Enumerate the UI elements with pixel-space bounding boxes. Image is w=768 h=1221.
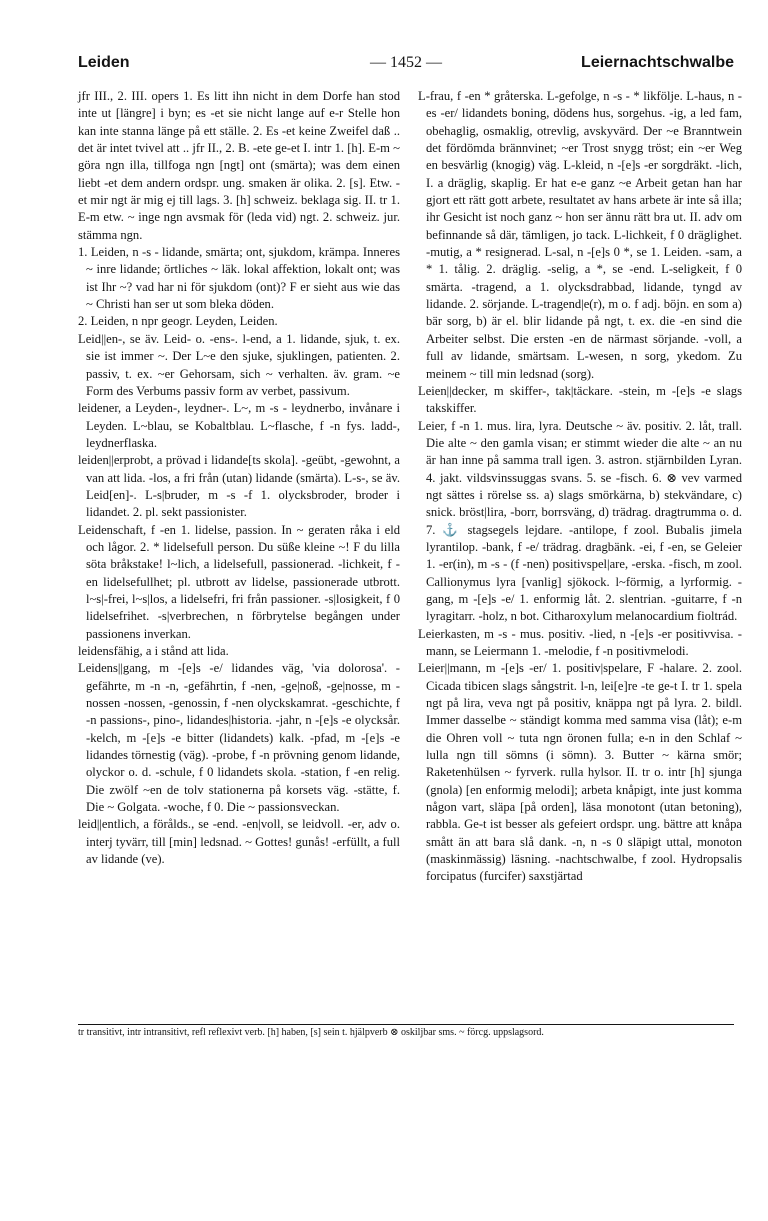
right-headword: Leiernachtschwalbe (581, 54, 734, 71)
page-number: — 1452 — (370, 54, 442, 71)
entry-paragraph: Leierkasten, m -s - mus. positiv. -lied, n -[e]s -er positivvisa. -mann, se Leiermann 1. -melodie, f -n positivmelodi. (418, 626, 742, 658)
left-headword: Leiden (78, 54, 130, 71)
entry-paragraph: Leien||decker, m skiffer-, tak|täckare. -stein, m -[e]s -e slags takskiffer. (418, 383, 742, 416)
page-header (78, 54, 734, 78)
right-column (418, 88, 742, 886)
abbreviation-legend: tr transitivt, intr intransitivt, refl reflexivt verb. [h] haben, [s] sein t. hjälpverb ⊗ oskiljbar sms. ~ förcg. uppslagsord. (78, 1024, 734, 1038)
entry-paragraph: Leidens||gang, m -[e]s -e/ lidandes väg, 'via dolorosa'. -gefährte, m -n -n, -gefährtin, f -nen, -ge|noß, -ge|nosse, m -nossen -nossen, -genossin, f -nen olyckskamrat. -geschichte, f -n passions-, pino-, lidandes|historia. -jahr, n -[e]s -e olycksår. -kelch, m -[e]s -e bitter (lidandets) kalk. -pfad, m -[e]s -e lidandes törnestig (väg). -probe, f -n prövning genom lidande, olyckor o. d. -schule, f 0 lidandets skola. -station, f -en relig. Die zwölf ~en de tolv stationerna på korsets väg. -stätte, f. Die ~ Golgata. -woche, f 0. Die ~ passionsveckan. (78, 661, 400, 815)
entry-paragraph: leidensfähig, a i stånd att lida. (78, 644, 229, 658)
entry-paragraph: Leidenschaft, f -en 1. lidelse, passion. In ~ geraten råka i eld och lågor. 2. * lidelsefull person. Du süße kleine ~! F du lilla söta bråkstake! l~lich, a lidelsefull, passionerad. -lichkeit, f -en lidelsefullhet; pl. utbrott av lidelse, passionerade utbrott. l~s|-frei, l~s|los, a lidelsefri, fri från passioner. -s|losigkeit, f 0 lidelsefrihet. -s|verbrechen, n förbrytelse begången under passionens inverkan. (78, 522, 400, 641)
entry-paragraph: 2. Leiden, n npr geogr. Leyden, Leiden. (78, 314, 278, 329)
entry-paragraph: L-frau, f -en * gråterska. L-gefolge, n -s - * likfölje. L-haus, n -es -er/ lidandets boning, dödens hus, sorgehus. -ig, a led fam, obehaglig, osmaklig, otrevlig, avskyvärd. Der ~e Branntwein det fördömda brännvinet; ~er Trost snygg tröst; ein ~er Weg en besvärlig (knogig) väg. L-kleid, n -[e]s -er sorgdräkt. -lich, I. a dräglig, skaplig. Er hat e-e ganz ~e Arbeit getan han har gjort ett rätt gott arbete, resultatet av hans arbete är inte så illa; ihr Gesicht ist noch ganz ~ hon ser ännu rätt bra ut. II. adv om befinnande så där, tämligen, jo tack. L-lichkeit, f 0 dräglighet. -mutig, a * resignerad. L-sal, n -[e]s 0 *, se 1. Leiden. -sam, a * 1. tålig. 2. dräglig. -selig, a *, se -end. L-seligkeit, f 0 smärta. -tragend, a 1. olycksdrabbad, lidande, tyngd av lidande. 2. sörjande. L-tragend|e(r), m o. f adj. böjn. en som a) bär sorg, b) är el. blir lidande på ngt, t. ex. die -en sind die Arbeiter selbst. Die ersten -en de närmast sörjande. -voll, a full av lidande, smärtsam. L-wesen, n sorg, ykedom. Zu meinem ~ till min ledsnad (sorg). (418, 89, 742, 381)
entry-paragraph: 1. Leiden, n -s - lidande, smärta; ont, sjukdom, krämpa. Inneres ~ inre lidande; örtliches ~ läk. lokal affektion, lokalt ont; was ist Ihr ~? vad har ni för sjukdom (ont)? F er sieht aus wie das ~ Christi han ser ut som bleka döden. (78, 245, 400, 312)
entry-paragraph: Leier, f -n 1. mus. lira, lyra. Deutsche ~ äv. positiv. 2. låt, trall. Die alte ~ den gamla visan; er stimmt wieder die alte ~ an nu är han inne på samma trall igen. 3. astron. stjärnbilden Lyran. 4. jakt. vildsvinssuggas svans. 5. se -fisch. 6. ⊗ vev varmed ngt sättes i rörelse ss. a) slags smörkärna, b) stekvändare, c) snick. bröst|lira, -borr, borrsväng, d) trädrag. dragtrumma o. d. 7. ⚓ stagsegels lejdare. -antilope, f zool. Bubalis jimela lyrantilop. -bank, f -e/ trädrag. dragbänk. -ei, f -en, se Geleier 1. -er(in), m -s - (f -nen) positivspel|are, -erska. -fisch, m zool. Callionymus lyra [vanlig] sjökock. l~förmig, a lyrformig. -gang, m -[e]s -e/ 1. enformig låt. 2. slentrian. -guitarre, f -n lyragitarr. -holz, n bot. Citharoxylum melanocardium fioltrád. (418, 418, 742, 624)
entry-paragraph: Leier||mann, m -[e]s -er/ 1. positiv|spelare, F -halare. 2. zool. Cicada tibicen slags sångstrit. l-n, lei[e]re -te ge-t I. tr 1. spela ngt på lira, veva ngt på positiv, knäppa ngt på lyra. 2. bildl. Immer dasselbe ~ ständigt komma med samma visa (låt); e-m die Ohren voll ~ tuta ngn öronen fulla; e-n in den Schlaf ~ lulla ngn till sömns (i sömn). 3. Butter ~ kärna smör; Raketenhülsen ~ fyrverk. rulla hylsor. II. tr o. intr [h] sjunga (gnola) [en enformig melodi]; arbeta knåpigt, inte just komma någon vart, släpa [på orden], läsa monotont (utan betoning), rabbla. Ge-t ist besser als gefeiert ordspr. ung. bättre att knåpa smått än att bara slå dank. -n, n -s 0 släpigt uttal, monoton (maskinmässig) läsning. -nachtschwalbe, f zool. Hydropsalis forcipatus (furcifer) saxstjärtad (418, 661, 742, 884)
entry-paragraph: jfr III., 2. III. opers 1. Es litt ihn nicht in dem Dorfe han stod inte ut [längre] i byn; es -et sie nicht lange auf e-r Stelle hon kan inte stanna länge på ett ställe. 2. Es -et keine Zweifel daß .. det är intet tvivel att .. jfr II., 2. B. -ete ge-et I. intr 1. [h]. E-m ~ göra ngn illa, tillfoga ngn [ngt] ont (smärta); was dem einen liebt -et dem andern ordspr. ung. smaken är olika. 2. [s]. Etw. -et mir ngt är mig ej till lags. 3. [h] schweiz. beklaga sig. II. tr 1. E-m etw. ~ inge ngn avsmak för (leda vid) ngt. 2. schweiz. jur. stämma ngn. (78, 89, 400, 242)
left-column (78, 88, 400, 868)
entry-paragraph: leiden||erprobt, a prövad i lidande[ts skola]. -geübt, -gewohnt, a van att lida. -los, a fri från (utan) lidande (smärta). L-s-, se äv. Leid[en]-. L-s|bruder, m -s -f 1. olycksbroder, broder i lidandet. 2. pl. sekt passionister. (78, 453, 400, 520)
entry-paragraph: leid||entlich, a förålds., se -end. -en|voll, se leidvoll. -er, adv o. interj tyvärr, till [min] ledsnad. ~ Gottes! gunås! -erfüllt, a full av lidande (ve). (78, 817, 400, 867)
entry-paragraph: Leid||en-, se äv. Leid- o. -ens-. l-end, a 1. lidande, sjuk, t. ex. sie ist immer ~. Der L~e den sjuke, sjuklingen, patienten. 2. passiv, t. ex. ~er Gehorsam, sich ~ verhalten. äv. gram. ~e Form des Verbums passiv form av verbet, passivum. (78, 331, 400, 398)
entry-paragraph: leidener, a Leyden-, leydner-. L~, m -s - leydnerbo, invånare i Leyden. L~blau, se Kobaltblau. L~flasche, f -n fys. ladd-, leydnerflaska. (78, 401, 400, 450)
